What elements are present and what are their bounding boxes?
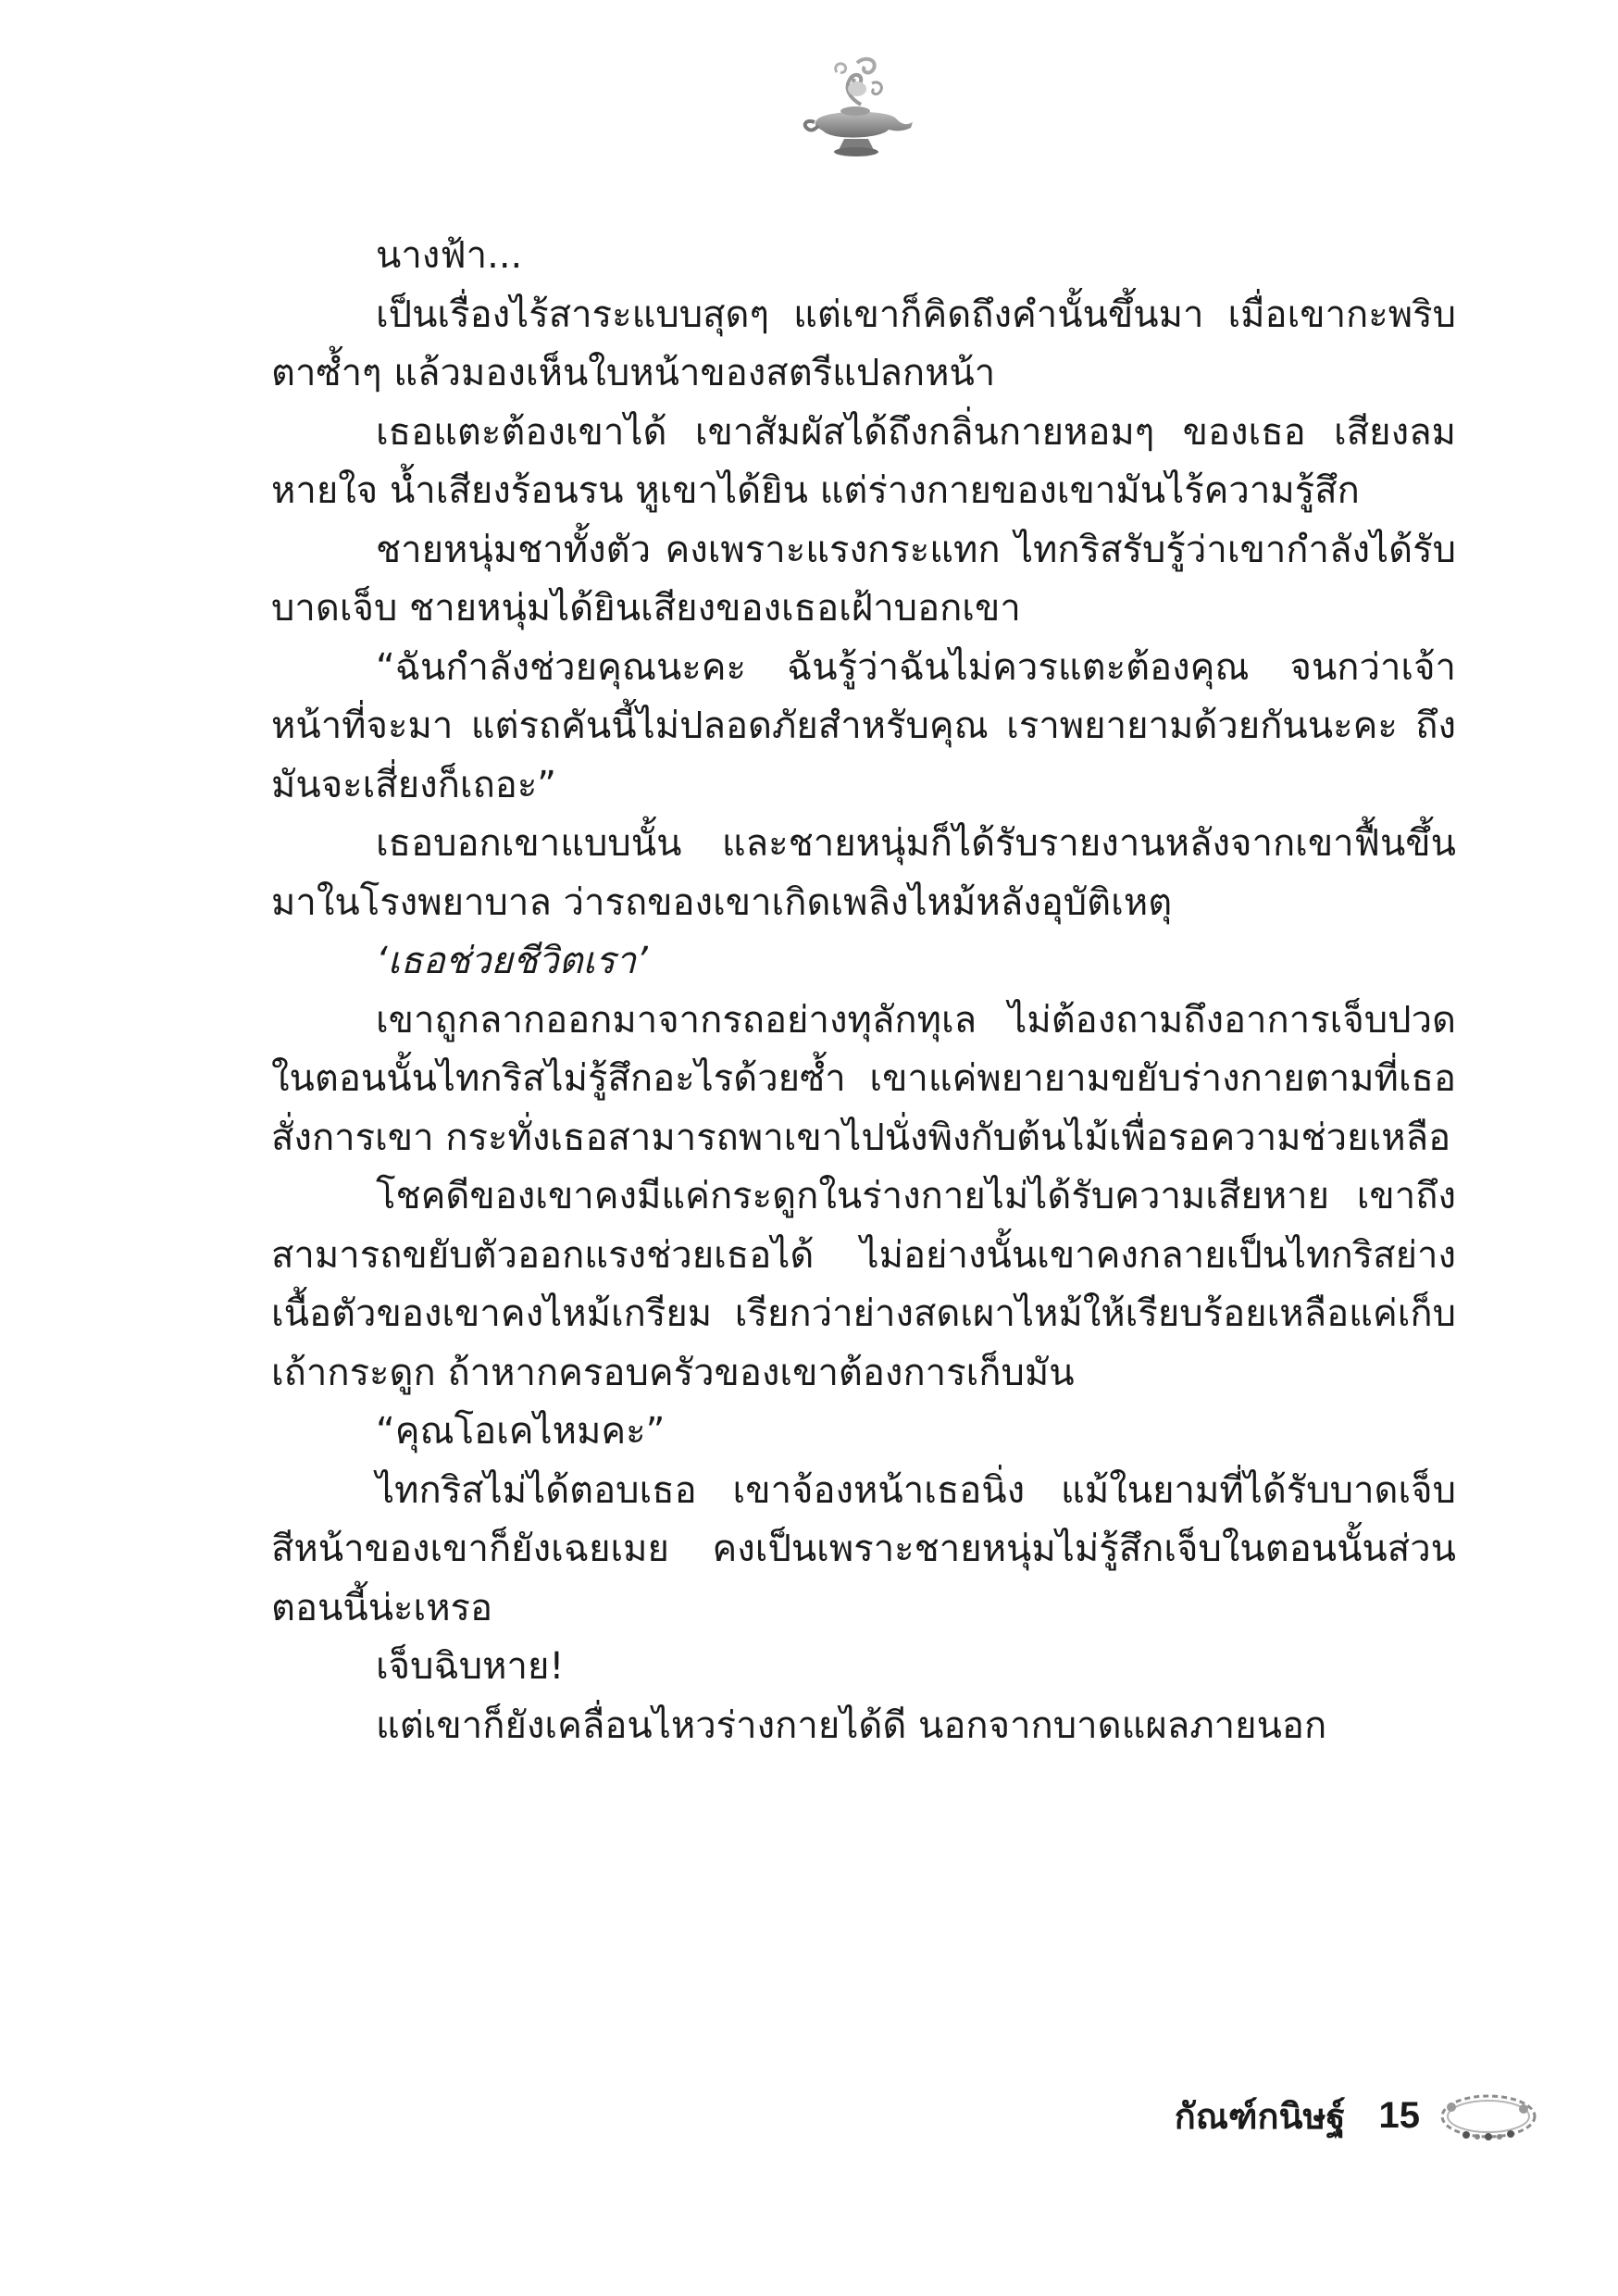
- paragraph: “ฉันกำลังช่วยคุณนะคะ ฉันรู้ว่าฉันไม่ควรแตะต้องคุณ จนกว่าเจ้าหน้าที่จะมา แต่รถคันนี้ไม่ปลอดภัยสำหรับคุณ เราพยายามด้วยกันนะคะ ถึงมันจะเสี่ยงก็เถอะ”: [271, 645, 1456, 806]
- paragraph: เธอแตะต้องเขาได้ เขาสัมผัสได้ถึงกลิ่นกายหอมๆ ของเธอ เสียงลมหายใจ น้ำเสียงร้อนรน หูเขาได้ยิน แต่ร่างกายของเขามันไร้ความรู้สึก: [271, 410, 1456, 512]
- paragraph: นางฟ้า...: [376, 234, 523, 277]
- book-title: กัณฑ์กนิษฐ์: [1174, 2095, 1346, 2137]
- paragraph: ไทกริสไม่ได้ตอบเธอ เขาจ้องหน้าเธอนิ่ง แม้ในยามที่ได้รับบาดเจ็บสีหน้าของเขาก็ยังเฉยเมย คงเป็นเพราะชายหนุ่มไม่รู้สึกเจ็บในตอนนั้นส่วนตอนนี้น่ะเหรอ: [271, 1468, 1456, 1629]
- bracelet-icon: [1433, 2083, 1544, 2148]
- italic-thought: ‘เธอช่วยชีวิตเรา’: [376, 940, 648, 982]
- paragraph: โชคดีของเขาคงมีแค่กระดูกในร่างกายไม่ได้รับความเสียหาย เขาถึงสามารถขยับตัวออกแรงช่วยเธอได้ ไม่อย่างนั้นเขาคงกลายเป็นไทกริสย่าง เนื้อตัวของเขาคงไหม้เกรียม เรียกว่าย่างสดเผาไหม้ให้เรียบร้อยเหลือแค่เก็บเถ้ากระดูก ถ้าหากครอบครัวของเขาต้องการเก็บมัน: [271, 1175, 1456, 1394]
- page-footer: [1175, 2083, 1544, 2148]
- paragraph: เจ็บฉิบหาย!: [376, 1645, 565, 1688]
- paragraph: ชายหนุ่มชาทั้งตัว คงเพราะแรงกระแทก ไทกริสรับรู้ว่าเขากำลังได้รับบาดเจ็บ ชายหนุ่มได้ยินเสียงของเธอเฝ้าบอกเขา: [271, 528, 1456, 630]
- body-text: [271, 227, 1456, 1755]
- paragraph: เธอบอกเขาแบบนั้น และชายหนุ่มก็ได้รับรายงานหลังจากเขาฟื้นขึ้นมาในโรงพยาบาล ว่ารถของเขาเกิดเพลิงไหม้หลังอุบัติเหตุ: [271, 822, 1456, 924]
- page-number: 15: [1378, 2094, 1420, 2136]
- paragraph: เขาถูกลากออกมาจากรถอย่างทุลักทุเล ไม่ต้องถามถึงอาการเจ็บปวดในตอนนั้นไทกริสไม่รู้สึกอะไรด้วยซ้ำ เขาแค่พยายามขยับร่างกายตามที่เธอสั่งการเขา กระทั่งเธอสามารถพาเขาไปนั่งพิงกับต้นไม้เพื่อรอความช่วยเหลือ: [271, 998, 1456, 1159]
- genie-lamp-icon: [796, 54, 916, 160]
- paragraph: เป็นเรื่องไร้สาระแบบสุดๆ แต่เขาก็คิดถึงคำนั้นขึ้นมา เมื่อเขากะพริบตาซ้ำๆ แล้วมองเห็นใบหน้าของสตรีแปลกหน้า: [271, 293, 1456, 394]
- paragraph: “คุณโอเคไหมคะ”: [376, 1410, 666, 1453]
- paragraph: แต่เขาก็ยังเคลื่อนไหวร่างกายได้ดี นอกจากบาดแผลภายนอก: [376, 1703, 1327, 1747]
